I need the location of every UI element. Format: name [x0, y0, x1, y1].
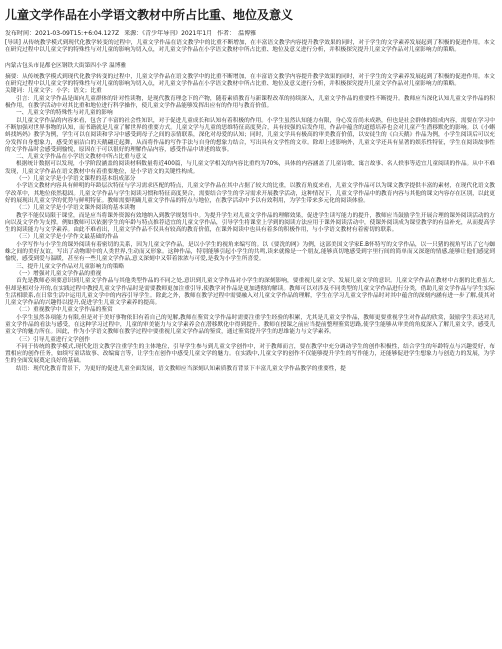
- subsection-heading: （三）引导儿童进行文学创作: [16, 336, 90, 343]
- page-title: 儿童文学作品在小学语文教材中所占比重、地位及意义: [5, 8, 294, 22]
- publish-time: 发布时间：2021-03-09T15:+6:04.127Z: [5, 30, 120, 37]
- summary: [导读] 从传统教学模式到现代化教学转变的过程中，儿童文学作品在语文教学中的比重不断增加，在丰富语文教学内容提升教学效果的同时，对于学生的文学素养发展起到了积极的促进作用。本文在研究过程中以儿童文学的特殊性与对儿童的影响为切入点，对儿童文学作品在小学语文教材中所占比重、地位及意义进行分析，并积极探究提升儿童文学作品对儿童影响力的策略。: [5, 40, 495, 54]
- subsection-heading: （一）增强对儿童文学作品的重视: [16, 270, 102, 277]
- author-label: 作者：: [217, 30, 236, 37]
- subsection-heading: （三）儿童文学是小学作文最基础的作品: [16, 234, 119, 241]
- keywords: 关键词：儿童文学；小学；语文；比重: [5, 88, 102, 95]
- subsection-heading: （一）儿童文学是小学语文课程的基本组成部分: [16, 176, 136, 183]
- section-heading: 一、儿童文学的特殊性与对儿童的影响: [16, 110, 113, 117]
- paragraph: 不同于传统的教学模式,现代化语文教学注重学生的主体地位，引导学生参与到儿童文学创作中，对于教师而言，要在教学中充分调动学生的创作积极性，结合学生的年龄特点与兴趣爱好，布置相应的创作任务，如续写童话故事、改编寓言等，让学生在创作中感受儿童文学的魅力。在实践中,儿童文学的创作不仅能够提升学生的写作能力，还能够促进学生想象力与创造力的发展，为学生的全面发展奠定良好的基础。: [5, 343, 495, 365]
- paragraph: 以儿童文学作品的内容来看，包含了丰富的社会性知识，对于促进儿童成长和认知有着积极的作用。小学生虽然认知能力有限，身心发育尚未成熟，但也是社会群体的组成内容，需要在学习中不断加强对世界事物的认知，而书籍就是儿童了解世界的重要方式。儿童文学与儿童的思维特征高度契合，具有较强的启发作用，作品中蕴含的道德培养也会对儿童产生潜移默化的影响。以《小蝌蚪找妈妈》教学为例，学生可以在阅读和学习中感受到母子之间的亲情联系，深化对母爱的认知；同时，儿童文学具有极高的审美教育价值，以安徒生的《白天鹅》作品为例，小学生阅读后可以充分发挥自身想象力，感受美丽洁白的天鹅翩迁起舞，从而将作品的写作手法与自身的想象力结合，写出具有文学性的文章。除却上述影响外，儿童文学还具有显著的娱乐性特征，学生在阅读故事性的文学作品时会感受到愉悦，原因在于可以很好的理解作品内容，感受作品中讲述的故事。: [5, 117, 495, 153]
- source: 来源：《青少年导刊》2021年1月: [124, 30, 213, 37]
- paragraph: 根据统计数据可以发现，小学阶段涵盖的阅读材料数量将近400篇，与儿童文学相关的内容比重约为70%，具体的内容涵盖了儿童诗歌、寓言故事、名人轶事等适宜儿童阅读的作品。从中不难发现，儿童文学作品在语文教材中有着重要地位，是小学语文的关键性构成。: [5, 161, 495, 175]
- paragraph: 小学写作与小学生的课外阅读有着密切的关系，因为儿童文学作品，是以小学生的视角来编写的。以《要洗的网》为例，这部美国文学家E.B怀特写的文学作品，以一只猪的视角写出了它与蜘蛛之间的美好友谊，写出了动物眼中的人类世界,生动而又形象。这种作品，特别能够引起小学生的共鸣,读来就像是一个朋友,能够真切地感受到字里行间的简单而又深邃的情感,能够让他们感觉到愉悦，感受到爱与温暖，甚至有一些儿童文学作品,意义深刻中又带着浓浓与可爱,是我为小学生所喜爱。: [5, 241, 495, 263]
- affiliation: 内蒙古包头市昆都仑区钢铁大街第四小学 温博雅: [5, 62, 127, 69]
- paragraph: 首先是教师必须要意识到儿童文学作品与其他类型作品的不同之处,意识到儿童文学作品对小学生的深刻影响，要重视儿童文学、发展儿童文学的意识。儿童文学作品在教材中占据的比重虽大,但却是相对分开的,在实践过程中教授儿童文学作品时是需要教师更加注重引导,使教学对作品是更加透彻的解读。教师可以对涉及不同类型的儿童文学作品进行分类，借助儿童文学作品与学生实际生活相联系,在日常生活中运用儿童文学中的内容引导学生。除此之外，教师在教学过程中需要融入对儿童文学作品的理解，学生在学习儿童文学作品时对其中蕴含的深刻内涵有进一步了解,使其对儿童文学作品的兴趣得以提升,促进学生儿童文学素养的提高。: [5, 278, 495, 307]
- paragraph: 引言：儿童文学作品是面向儿童群体的针对性读物，是现代教育理念下的产物，随着素质教育与新课程改革的持续深入，儿童文学作品的重要性不断提升。教师应当深化认知儿童文学作品的积极作用，在教学活动中对其比重和地位进行科学操作，使儿童文学作品能够发挥出应有的作用与教育价值。: [5, 95, 495, 110]
- paragraph: 教学不能仅局限于课堂，而是应当将课外资源有效地纳入到教学规划当中。为提升学生对儿童文学作品的理解效果，促进学生读写能力的提升，教师应当鼓励学生开展合理的课外阅读活动的方向以及文学作为支撑。例如教师可以依据学生的年龄与特点推荐适宜的儿童文学作品，引导学生将课堂上学到的阅读方法应用于课外阅读活动中，使课外阅读成为课堂教学的有益补充，从而提高学生的阅读能力与文学素养。由此不难看出，儿童文学作品不仅具有较高的教育价值，在课外阅读中也具有着多的积极作用，与小学语文教材有着密切的联系。: [5, 212, 495, 234]
- subsection-heading: （二）重视教学中儿童文学作品的鉴赏: [16, 307, 113, 314]
- abstract: 摘要：从传统教学模式到现代化教学转变的过程中，儿童文学作品在语文教学中的比重不断增加，在丰富语文教学内容提升教学效果的同时，对于学生的文学素养发展起到了积极的促进作用。本文在研究过程中以儿童文学的特殊性与对儿童的影响为切入点，对儿童文学作品在小学语文教材中所占比重、地位及意义进行分析，并积极探究提升儿童文学作品对儿童影响力的策略。: [5, 73, 495, 88]
- paragraph: 小学生虽然各项能力有限,但是对于美好事物依旧有着自己的见解,教师在鉴赏文学作品时需要注重学生经验的积累，尤其是儿童文学作品，教师更要重视学生对作品的欣赏，鼓励学生表达对儿童文学作品的看法与感受，在这种学习过程中，儿童的审美能力与文学素养会在潜移默化中得到提升。教师在授课之前应当提前整理鉴赏思路,使学生能够从审美的角度深入了解儿童文学，感受儿童文学的魅力所在。因此，作为小学语文教师在教学过程中要重视儿童文学作品的鉴赏，通过鉴赏提升学生的思维能力与文学素养。: [5, 314, 495, 336]
- author: 温博雅: [238, 30, 257, 37]
- section-heading: 二、儿童文学作品在小学语文教材中所占比重与意义: [16, 154, 147, 161]
- article-meta: [5, 30, 495, 38]
- paragraph: 小学语文教材内容具有鲜明的年龄层次特征与学习需求匹配的特点，儿童文学作品在其中占据了较大的比重，以教育角度来看，儿童文学作品可以为课文教学提供丰富的素材，在现代化语文教学改革中，其地位依然稳固。儿童文学作品与学生阅读习惯和特征高度契合，需要结合学生的学习需求开展教学活动，这种情况下，儿童文学作品中的教育内容与其他的课文内容存在区别，以此更好的展现出儿童文学的优势与鲜明特征。教师需要明确儿童文学作品的特点与地位，在教学活动中予以有效利用，为学生带来多元化的阅读体验。: [5, 183, 495, 204]
- document-page: [5, 8, 495, 373]
- conclusion-paragraph: 结语：现代化教育背景下，为更好的促进儿童全面发展，语文教师应当深刻认知素质教育背景下丰富儿童文学作品教学的重要性，提: [16, 365, 346, 372]
- section-heading: 三、提升儿童文学作品对儿童影响力的策略: [16, 263, 125, 270]
- subsection-heading: （二）儿童文学是小学语文课外阅读的基本读物: [16, 205, 136, 212]
